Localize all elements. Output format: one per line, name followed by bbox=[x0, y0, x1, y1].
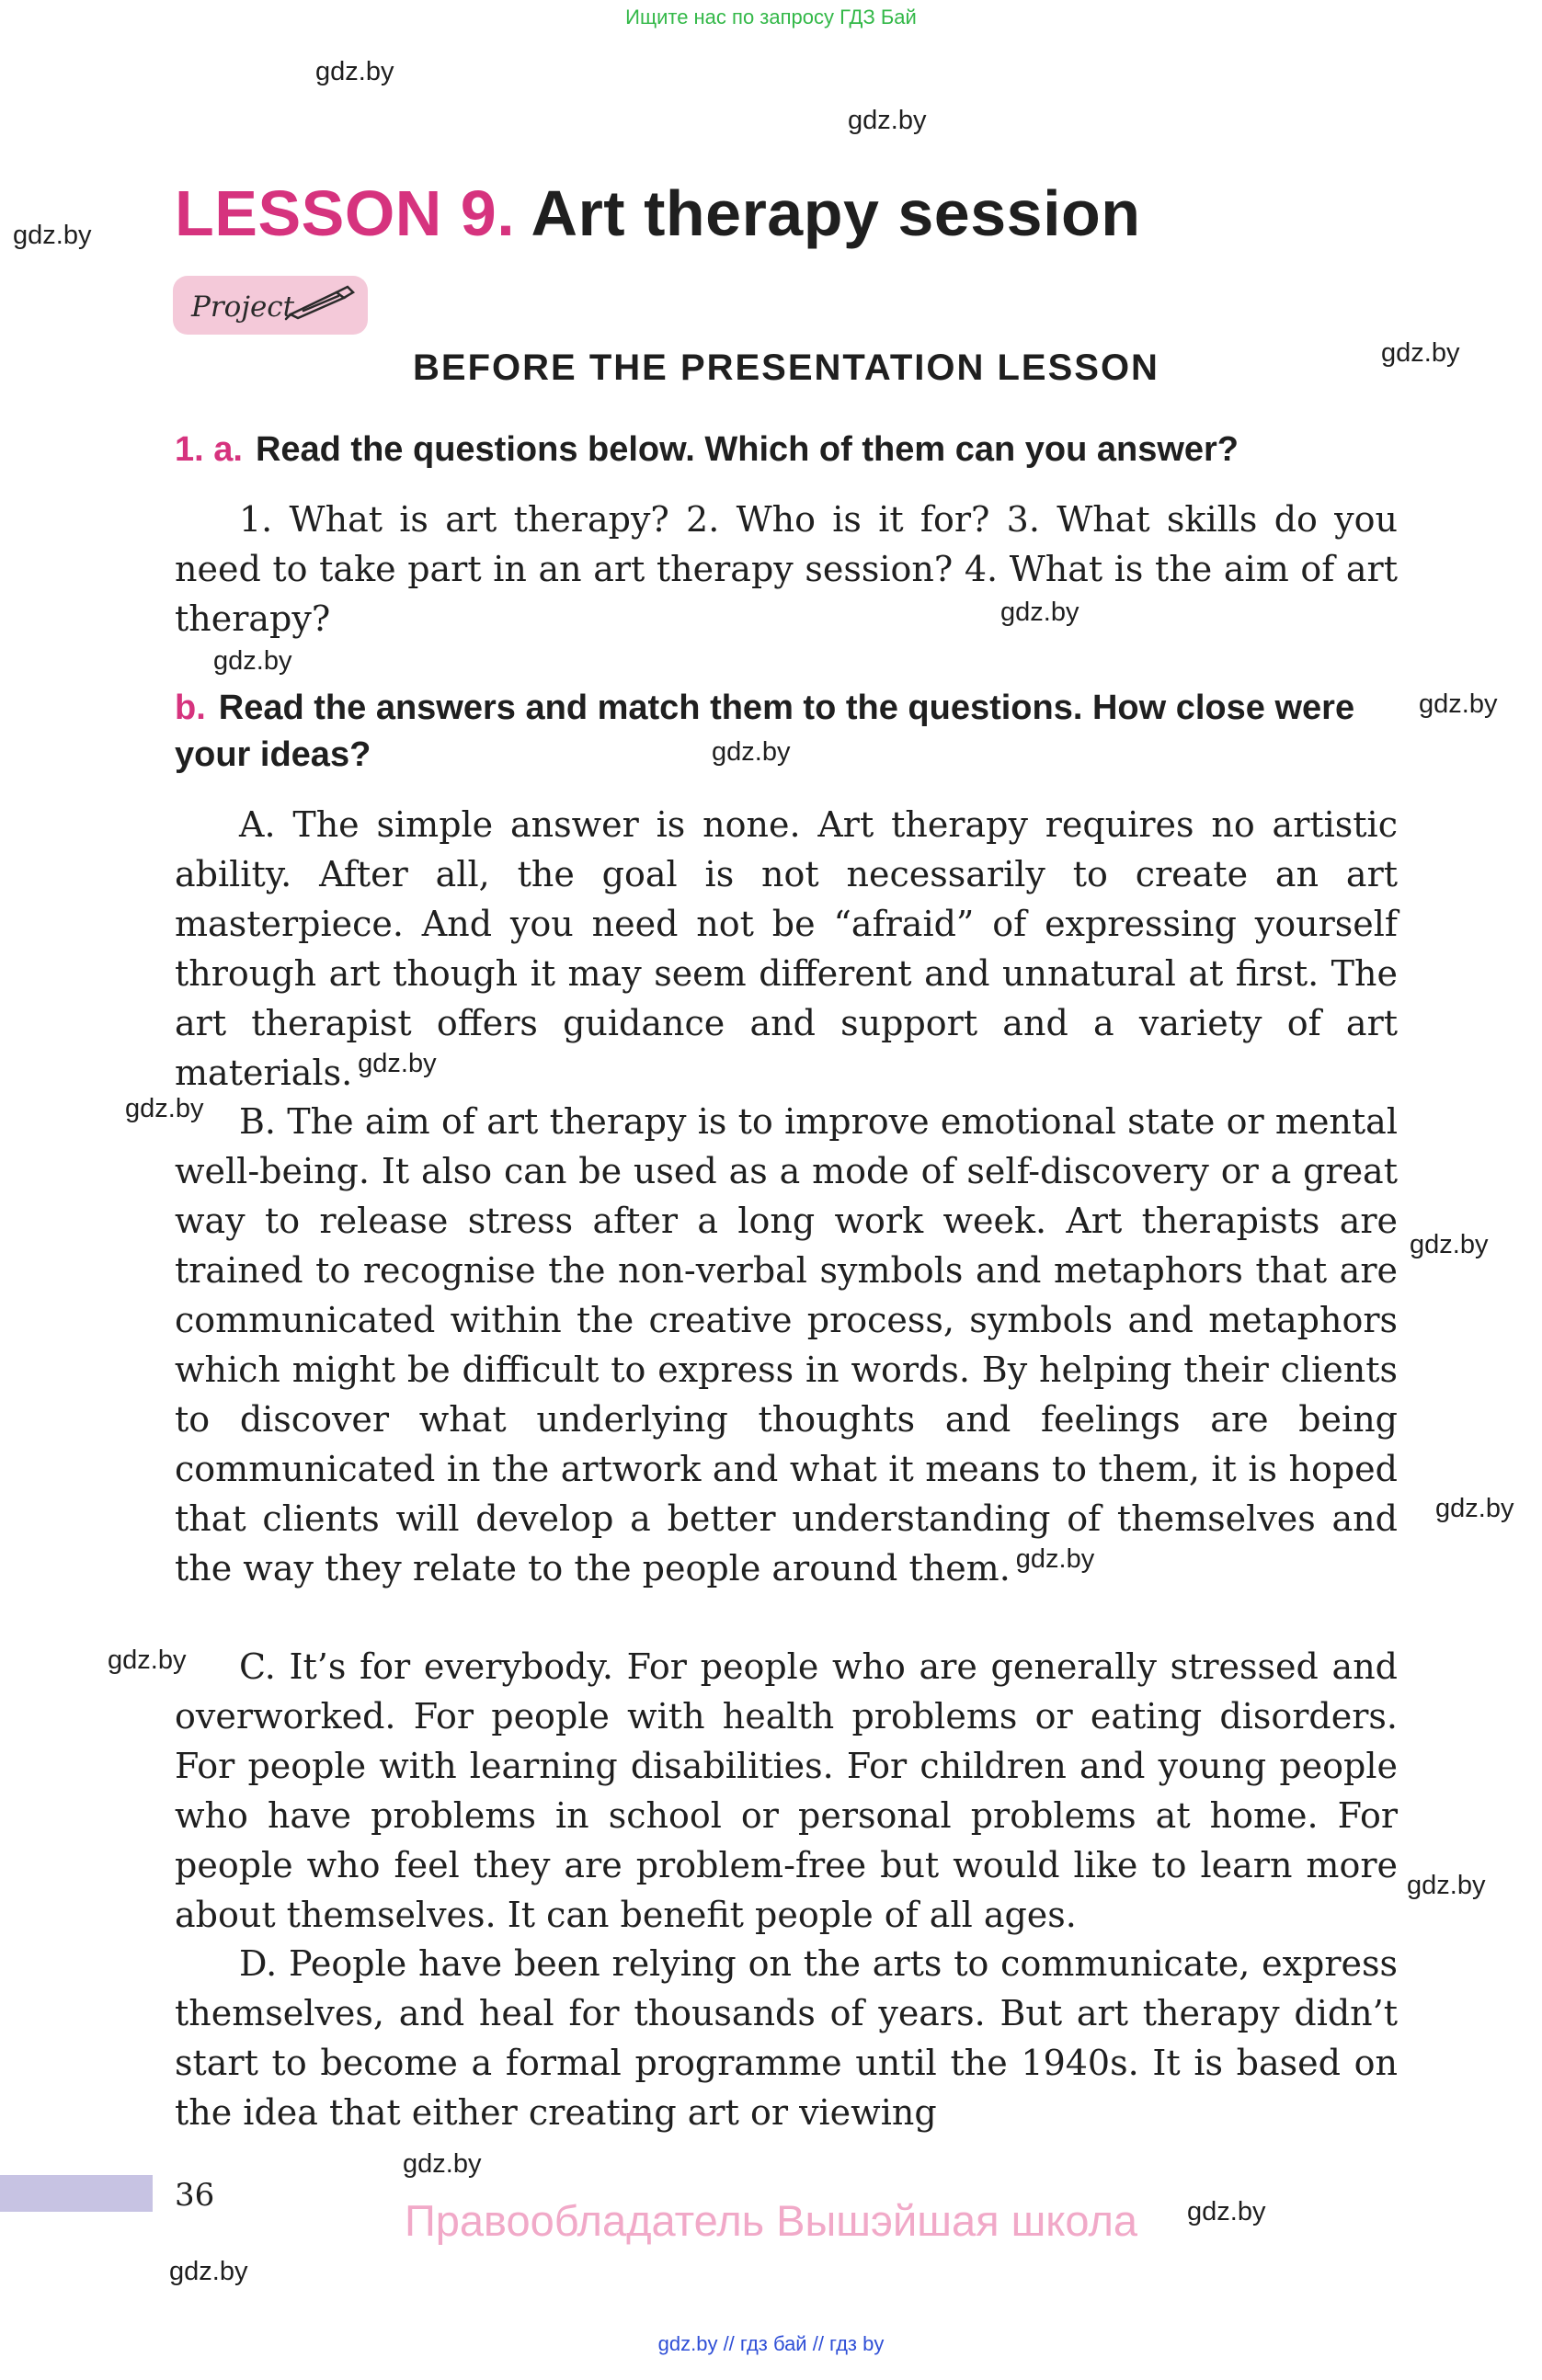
answer-d: D. People have been relying on the arts to communicate, express themselves, and heal for thousands of years. But art therapy didn’t start to become a formal programme until the 1940s. It is based on the idea that either creating art or viewing bbox=[175, 1943, 1398, 2133]
task-1b bbox=[175, 685, 1398, 779]
section-heading: BEFORE THE PRESENTATION LESSON bbox=[413, 347, 1159, 388]
watermark: gdz.by bbox=[848, 106, 927, 135]
watermark: gdz.by bbox=[1187, 2197, 1266, 2226]
watermark: gdz.by bbox=[169, 2257, 248, 2286]
lesson-title bbox=[175, 177, 1141, 250]
pen-icon bbox=[283, 285, 357, 322]
watermark: gdz.by bbox=[13, 221, 92, 250]
project-badge bbox=[173, 276, 368, 335]
answer-c: C. It’s for everybody. For people who are generally stressed and overworked. For people with health problems or eating disorders. For people with learning disabilities. For children and young people who have problems in school or personal problems at home. For people who feel they are problem-free but would like to learn more about themselves. It can benefit people of all ages. bbox=[175, 1646, 1398, 1935]
top-banner[interactable]: Ищите нас по запросу ГДЗ Бай bbox=[625, 6, 917, 28]
rights-holder: Правообладатель Вышэйшая школа bbox=[404, 2196, 1138, 2245]
task-1a bbox=[175, 427, 1398, 473]
task-1b-text: Read the answers and match them to the questions. How close were your ideas? bbox=[175, 689, 1355, 774]
watermark: gdz.by bbox=[108, 1646, 187, 1675]
answer-b-text: B. The aim of art therapy is to improve emotional state or mental well-being. It also can be used as a mode of self-discovery or a great way to release stress after a long work week. Art therapists are trained to recognise the non-verbal symbols and metaphors that are communicated within the creative process, symbols and metaphors which might be difficult to express in words. By helping their clients to discover what underlying thoughts and feelings are being communicated in the artwork and what it means to them, it is hoped that clients will develop a better understanding of themselves and the way they relate to the people around them. bbox=[175, 1101, 1398, 1589]
answer-a-text: A. The simple answer is none. Art therapy requires no artistic ability. After all, the goal is not necessarily to create an art masterpiece. And you need not be “afraid” of expressing yourself through art though it may seem different and unnatural at first. The art therapist offers guidance and support and a variety of art materials. bbox=[175, 804, 1398, 1093]
watermark: gdz.by bbox=[315, 57, 394, 86]
watermark: gdz.by bbox=[1015, 1544, 1095, 1574]
watermark: gdz.by bbox=[125, 1094, 204, 1123]
lesson-number: LESSON 9. bbox=[175, 177, 516, 249]
watermark: gdz.by bbox=[358, 1049, 437, 1078]
watermark: gdz.by bbox=[712, 737, 791, 767]
watermark: gdz.by bbox=[1000, 598, 1079, 627]
watermark: gdz.by bbox=[213, 646, 292, 676]
lesson-name: Art therapy session bbox=[531, 177, 1141, 249]
task-1a-text: Read the questions below. Which of them can you answer? bbox=[255, 430, 1239, 469]
watermark: gdz.by bbox=[1407, 1871, 1486, 1900]
watermark: gdz.by bbox=[1381, 338, 1460, 368]
watermark: gdz.by bbox=[403, 2149, 482, 2179]
page-number: 36 bbox=[175, 2177, 215, 2214]
project-label: Project bbox=[191, 290, 295, 324]
task-1b-mark: b. bbox=[175, 689, 206, 727]
watermark: gdz.by bbox=[1410, 1230, 1489, 1259]
answer-b bbox=[175, 1097, 1398, 1597]
watermark: gdz.by bbox=[1435, 1494, 1514, 1523]
watermark: gdz.by bbox=[1419, 689, 1498, 719]
answer-a bbox=[175, 800, 1398, 1101]
questions-text: 1. What is art therapy? 2. Who is it for? 3. What skills do you need to take part in an art therapy session? 4. What is the aim of art therapy? bbox=[175, 499, 1398, 639]
task-1a-mark: 1. a. bbox=[175, 430, 243, 469]
bottom-links[interactable]: gdz.by // гдз бай // гдз by bbox=[657, 2332, 885, 2355]
